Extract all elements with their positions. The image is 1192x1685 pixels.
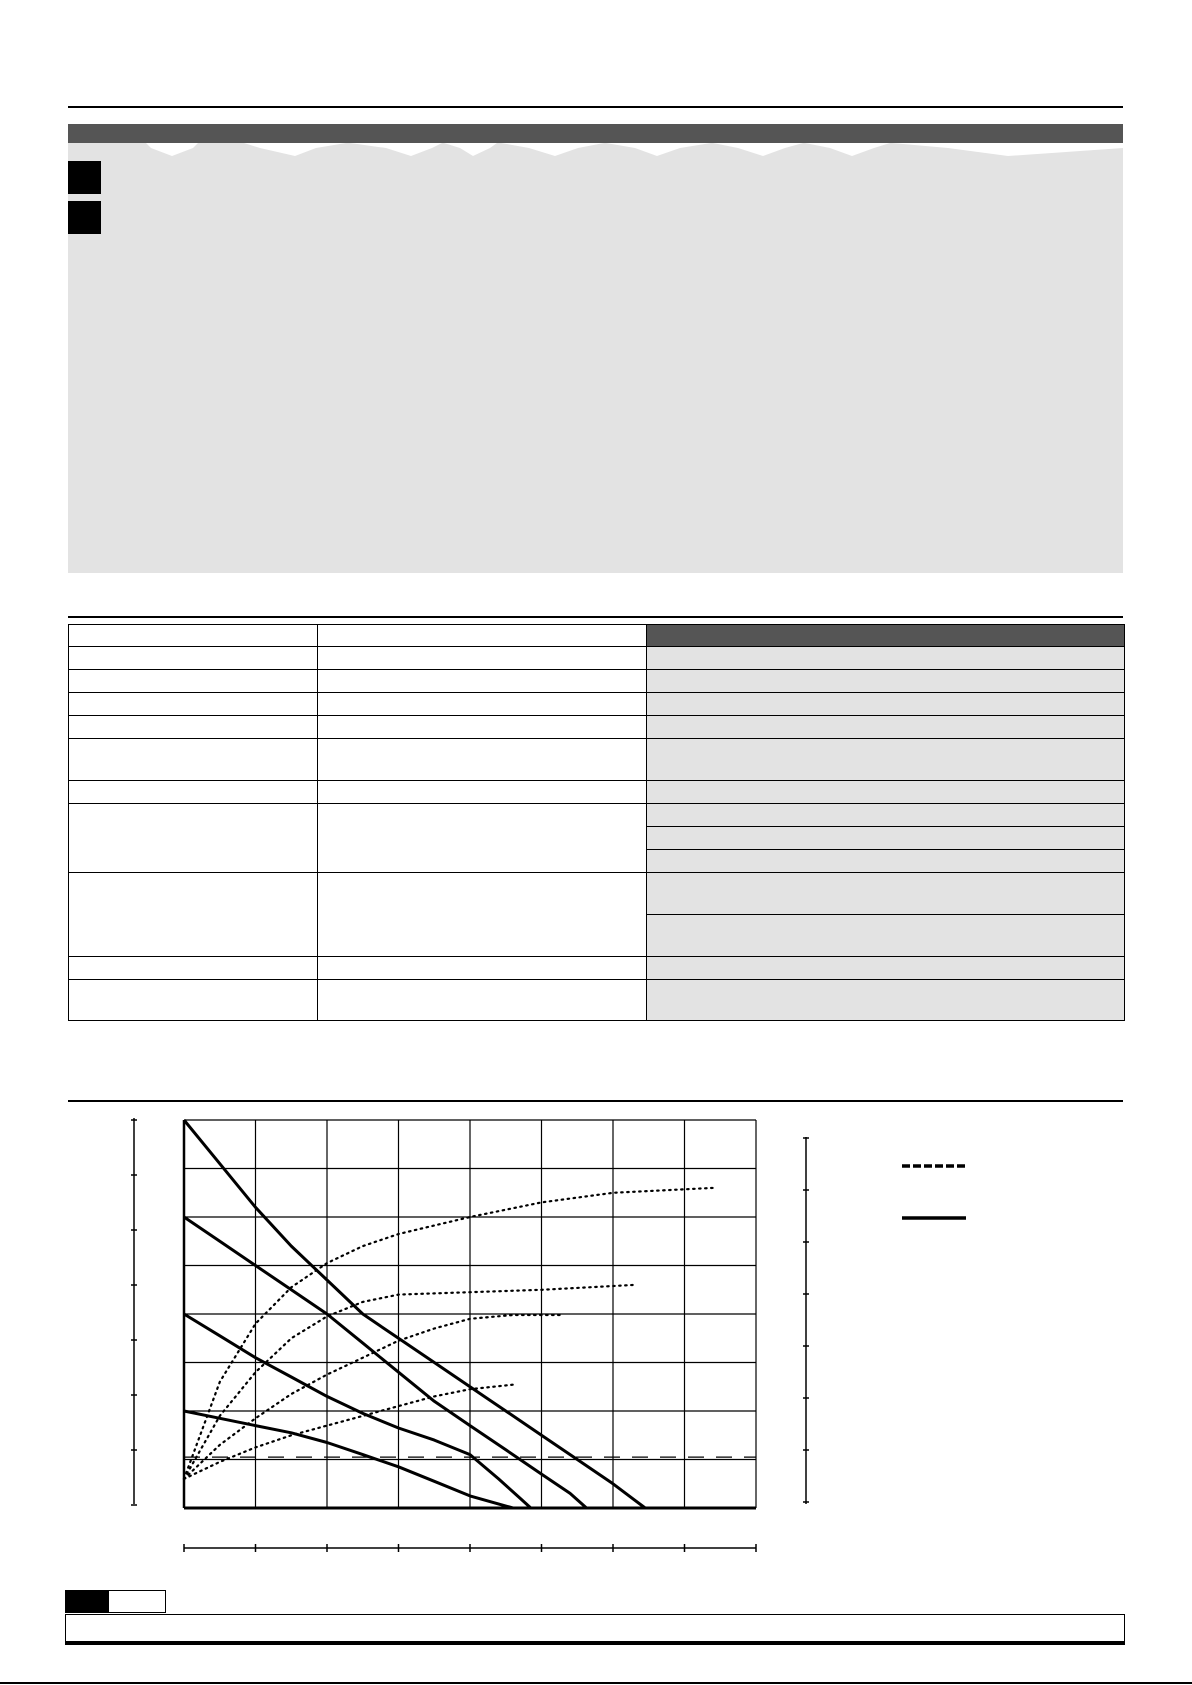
table-cell: [69, 693, 318, 716]
right-axis: [803, 1137, 809, 1504]
notch-4: [444, 143, 497, 156]
table-row: [69, 716, 1125, 739]
table-row: [69, 670, 1125, 693]
spec-header-band: [68, 124, 1123, 143]
table-cell: [647, 980, 1125, 1021]
spec-header-notches: [68, 143, 1123, 163]
footer-box: [65, 1614, 1125, 1645]
notch-3: [350, 143, 442, 156]
table-cell: [69, 804, 318, 873]
table-cell: [647, 804, 1125, 827]
table-cell: [318, 873, 647, 957]
marker-square-1: [68, 161, 101, 194]
table-row: [69, 739, 1125, 781]
table-cell: [318, 739, 647, 781]
table-cell: [69, 716, 318, 739]
performance-chart: [120, 1112, 1120, 1562]
table-cell: [647, 670, 1125, 693]
notch-1: [146, 143, 198, 156]
series-dotted-line-5: [184, 1188, 713, 1479]
spec-table: [68, 624, 1125, 1021]
bottom-rule: [0, 1682, 1192, 1684]
spec-panel: [68, 143, 1123, 573]
table-cell: [69, 980, 318, 1021]
table-cell: [69, 873, 318, 957]
footer-tab-white: [108, 1590, 166, 1613]
table-row: [69, 980, 1125, 1021]
series-dotted-line-8: [184, 1384, 517, 1479]
table-cell: [647, 873, 1125, 915]
table-cell: [318, 625, 647, 647]
footer-tab-black: [65, 1590, 108, 1613]
notch-7: [713, 143, 803, 156]
table-cell: [647, 647, 1125, 670]
notch-6: [606, 143, 711, 156]
table-cell: [647, 716, 1125, 739]
notch-9: [892, 143, 1123, 156]
notch-5: [501, 143, 604, 156]
left-axis: [131, 1118, 137, 1505]
chart-legend: [902, 1166, 966, 1218]
table-cell: [647, 957, 1125, 980]
table-cell: [318, 670, 647, 693]
table-row: [69, 781, 1125, 804]
table-cell: [69, 647, 318, 670]
notch-8: [805, 143, 890, 156]
table-cell: [69, 957, 318, 980]
table-cell: [69, 670, 318, 693]
table-row: [69, 804, 1125, 827]
bottom-axis: [184, 1544, 756, 1552]
table-cell: [318, 647, 647, 670]
table-cell: [647, 739, 1125, 781]
table-row: [69, 873, 1125, 915]
table-cell: [647, 781, 1125, 804]
marker-square-2: [68, 201, 101, 234]
section-rule-table: [68, 616, 1123, 618]
chart-grid: [184, 1120, 756, 1508]
table-cell: [647, 915, 1125, 957]
section-rule-top: [68, 106, 1123, 108]
section-rule-chart: [68, 1100, 1123, 1102]
table-cell: [647, 850, 1125, 873]
table-row: [69, 693, 1125, 716]
table-row: [69, 625, 1125, 647]
table-cell: [69, 739, 318, 781]
table-cell: [318, 980, 647, 1021]
table-cell: [647, 827, 1125, 850]
table-header-cell: [647, 625, 1125, 647]
table-cell: [318, 693, 647, 716]
table-cell: [318, 716, 647, 739]
notch-2: [244, 143, 346, 156]
table-cell: [69, 781, 318, 804]
table-row: [69, 647, 1125, 670]
table-cell: [318, 781, 647, 804]
table-cell: [69, 625, 318, 647]
table-cell: [318, 804, 647, 873]
table-cell: [647, 693, 1125, 716]
table-row: [69, 957, 1125, 980]
table-cell: [318, 957, 647, 980]
